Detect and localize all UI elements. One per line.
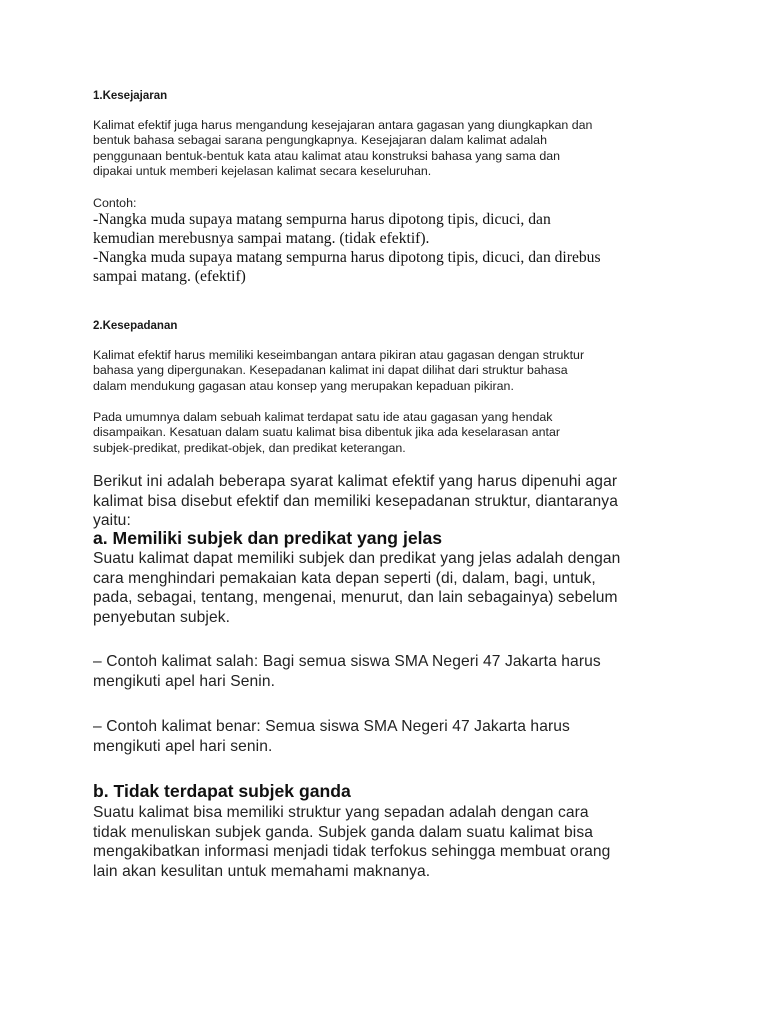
point-a-heading: a. Memiliki subjek dan predikat yang jelas <box>93 528 443 548</box>
point-b-paragraph <box>93 803 610 881</box>
example-label-text: Contoh: <box>93 196 137 210</box>
point-b-heading: b. Tidak terdapat subjek ganda <box>93 781 351 801</box>
text-line: mengikuti apel hari Senin. <box>93 672 276 690</box>
example-line: -Nangka muda supaya matang sempurna harus dipotong tipis, dicuci, dan direbus <box>93 249 601 266</box>
text-line: yaitu: <box>93 512 131 529</box>
text-line: lain akan kesulitan untuk memahami maknanya. <box>93 862 431 880</box>
text-line: Suatu kalimat bisa memiliki struktur yang sepadan adalah dengan cara <box>93 804 589 821</box>
text-line: disampaikan. Kesatuan dalam suatu kalimat bisa dibentuk jika ada keselarasan antar <box>93 425 560 440</box>
text-line: dipakai untuk memberi kejelasan kalimat secara keseluruhan. <box>93 164 432 179</box>
text-line: mengakibatkan informasi menjadi tidak terfokus sehingga membuat orang <box>93 843 611 860</box>
text-line: – Contoh kalimat salah: Bagi semua siswa SMA Negeri 47 Jakarta harus <box>93 653 601 670</box>
right-example <box>93 717 570 756</box>
text-line: Suatu kalimat dapat memiliki subjek dan predikat yang jelas adalah dengan <box>93 550 621 567</box>
point-a-paragraph <box>93 549 620 627</box>
text-line: kalimat bisa disebut efektif dan memiliki kesepadanan struktur, diantaranya <box>93 492 618 510</box>
text-line: Kalimat efektif juga harus mengandung kesejajaran antara gagasan yang diungkapkan dan <box>93 118 593 132</box>
section-heading-kesejajaran: 1.Kesejajaran <box>93 90 168 102</box>
text-line: Berikut ini adalah beberapa syarat kalimat efektif yang harus dipenuhi agar <box>93 473 618 490</box>
text-line: cara menghindari pemakaian kata depan seperti (di, dalam, bagi, untuk, <box>93 569 596 587</box>
section-heading-kesepadanan: 2.Kesepadanan <box>93 320 178 332</box>
kesejajaran-paragraph <box>93 118 592 180</box>
kesepadanan-paragraph-2 <box>93 410 560 456</box>
example-line: sampai matang. (efektif) <box>93 268 246 285</box>
text-line: dalam mendukung gagasan atau konsep yang merupakan kepaduan pikiran. <box>93 378 514 393</box>
text-line: penyebutan subjek. <box>93 608 231 626</box>
text-line: bentuk bahasa sebagai sarana pengungkapnya. Kesejajaran dalam kalimat adalah <box>93 133 547 148</box>
text-line: pada, sebagai, tentang, mengenai, menurut, dan lain sebagainya) sebelum <box>93 589 618 606</box>
text-line: mengikuti apel hari senin. <box>93 737 273 755</box>
text-line: – Contoh kalimat benar: Semua siswa SMA Negeri 47 Jakarta harus <box>93 718 570 735</box>
text-line: Pada umumnya dalam sebuah kalimat terdapat satu ide atau gagasan yang hendak <box>93 410 553 424</box>
example-line: -Nangka muda supaya matang sempurna harus dipotong tipis, dicuci, dan <box>93 211 551 228</box>
text-line: Kalimat efektif harus memiliki keseimbangan antara pikiran atau gagasan dengan struktur <box>93 348 585 362</box>
text-line: penggunaan bentuk-bentuk kata atau kalimat atau konstruksi bahasa yang sama dan <box>93 148 561 163</box>
text-line: bahasa yang dipergunakan. Kesepadanan kalimat ini dapat dilihat dari struktur bahasa <box>93 363 568 378</box>
example-line: kemudian merebusnya sampai matang. (tidak efektif). <box>93 230 430 247</box>
kesepadanan-intro <box>93 472 618 531</box>
wrong-example <box>93 652 601 691</box>
kesejajaran-examples <box>93 210 601 286</box>
text-line: subjek-predikat, predikat-objek, dan predikat keterangan. <box>93 440 406 455</box>
text-line: tidak menuliskan subjek ganda. Subjek ganda dalam suatu kalimat bisa <box>93 823 594 841</box>
kesepadanan-paragraph-1 <box>93 348 584 394</box>
